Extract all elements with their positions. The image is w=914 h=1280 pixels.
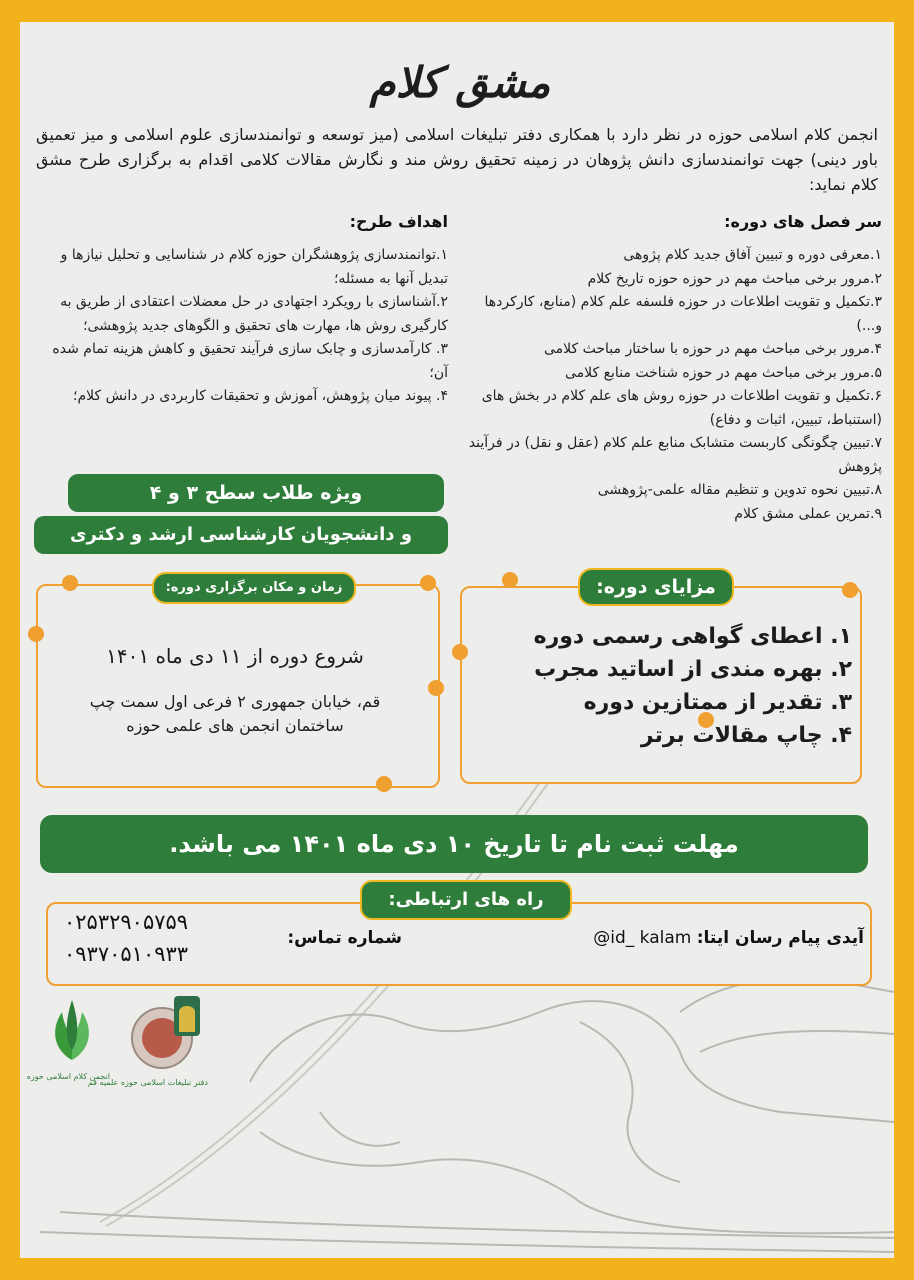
chapter-item: ۲.مرور برخی مباحث مهم در حوزه حوزه تاریخ کلام [587,270,882,287]
tablighat-logo-caption: دفتر تبلیغات اسلامی حوزه علمیه قم [87,1078,208,1087]
orange-dot [62,575,78,591]
dome-emblem-icon [124,992,204,1076]
audience-banner-line1: ویژه طلاب سطح ۳ و ۴ [68,474,444,512]
phone-number-2[interactable]: ۰۹۳۷۰۵۱۰۹۳۳ [64,942,189,966]
orange-dot [420,575,436,591]
orange-dot [452,644,468,660]
orange-dot [428,680,444,696]
chapter-item: ۱.معرفی دوره و تبیین آفاق جدید کلام پژوهی [623,247,882,263]
tablighat-office-logo [87,992,208,1096]
eitaa-id[interactable]: @id_ kalam [593,928,692,948]
chapter-item: ۷.تبیین چگونگی کاربست متشابک منابع علم کلام (عقل و نقل) در فرآیند پژوهش [468,435,882,475]
goals-heading: اهداف طرح: [349,212,448,231]
schedule-box [36,584,440,788]
intro-paragraph: انجمن کلام اسلامی حوزه در نظر دارد با همکاری دفتر تبلیغات اسلامی (میز توسعه و توانمندسازی علوم اسلامی و میز تعمیق باور دینی) جهت توانمندسازی دانش پژوهان در زمینه تحقیق روش مند و نگارش مقالات کلامی اقدام به برگزاری طرح مشق کلام نماید: [36,125,878,194]
course-address-line2: ساختمان انجمن های علمی حوزه [126,716,344,735]
goal-item: ۲.آشناسازی با رویکرد اجتهادی در حل معضلات اعتقادی از طریق به کارگیری روش ها، مهارت های تحقیق و الگوهای جدید پژوهشی؛ [60,294,448,334]
phone-number-1[interactable]: ۰۲۵۳۲۹۰۵۷۵۹ [64,910,189,934]
kalam-logo-caption: انجمن کلام اسلامی حوزه [26,1072,110,1081]
eitaa-contact [524,928,864,948]
advantage-item: ۱. اعطای گواهی رسمی دوره [533,624,852,649]
eitaa-label: آیدی پیام رسان ایتا: [696,928,864,948]
orange-dot [842,582,858,598]
chapter-item: ۶.تکمیل و تقویت اطلاعات در حوزه روش های علم کلام در بخش های (استنباط، تبیین، اثبات و دفاع) [481,388,882,428]
advantage-item: ۲. بهره مندی از اساتید مجرب [534,657,852,682]
kalam-association-logo [26,990,110,1086]
orange-dot [28,626,44,642]
chapters-list [462,244,882,526]
advantage-item: ۴. چاپ مقالات برتر [640,723,852,748]
advantages-tag: مزایای دوره: [578,568,734,606]
chapter-item: ۴.مرور برخی مباحث مهم در حوزه با ساختار مباحث کلامی [543,341,882,357]
poster [20,22,894,1258]
contact-tag: راه های ارتباطی: [360,880,572,920]
page-title: مشق کلام [369,58,551,107]
schedule-tag: زمان و مکان برگزاری دوره: [152,572,356,604]
orange-dot [376,776,392,792]
advantage-item: ۳. تقدیر از ممتازین دوره [583,690,852,715]
phone-numbers [64,906,250,970]
phone-label: شماره تماس: [287,928,402,948]
audience-banner-line2: و دانشجویان کارشناسی ارشد و دکتری [34,516,448,554]
course-start: شروع دوره از ۱۱ دی ماه ۱۴۰۱ [106,644,364,668]
chapter-item: ۳.تکمیل و تقویت اطلاعات در حوزه فلسفه علم کلام (منابع، کارکردها و...) [484,294,882,334]
goals-list [36,244,448,409]
chapter-item: ۸.تبیین نحوه تدوین و تنظیم مقاله علمی-پژوهشی [597,482,882,498]
leaf-logo-icon [44,990,100,1070]
registration-deadline-banner: مهلت ثبت نام تا تاریخ ۱۰ دی ماه ۱۴۰۱ می باشد. [40,815,868,873]
chapter-item: ۵.مرور برخی مباحث مهم در حوزه شناخت منابع کلامی [564,364,882,381]
chapters-heading: سر فصل های دوره: [724,212,882,231]
advantages-list [492,620,852,752]
orange-dot [502,572,518,588]
goal-item: ۴. پیوند میان پژوهش، آموزش و تحقیقات کاربردی در دانش کلام؛ [73,388,448,404]
chapter-item: ۹.تمرین عملی مشق کلام [734,505,882,522]
goal-item: ۳. کارآمدسازی و چابک سازی فرآیند تحقیق و کاهش هزینه تمام شده آن؛ [52,341,448,381]
course-address-line1: قم، خیابان جمهوری ۲ فرعی اول سمت چپ [89,692,381,711]
goal-item: ۱.توانمندسازی پژوهشگران حوزه کلام در شناسایی و تحلیل نیازها و تبدیل آنها به مسئله؛ [60,247,448,287]
